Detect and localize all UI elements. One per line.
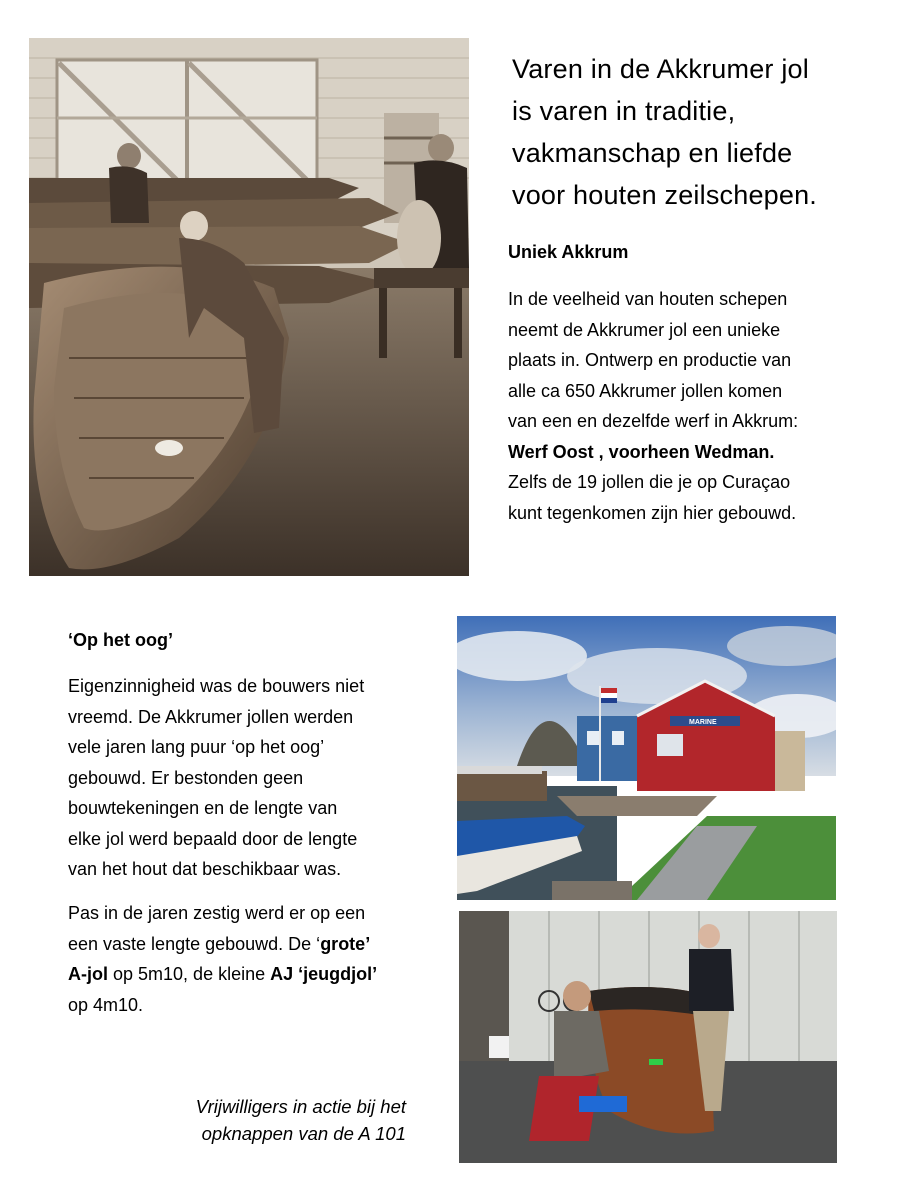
text-line: van het hout dat beschikbaar was. [68,859,342,879]
caption-line: opknappen van de A 101 [201,1123,406,1144]
headline-line: vakmanschap en liefde [512,138,793,168]
headline-line: Varen in de Akkrumer jol [512,54,809,84]
paragraph-op-het-oog [68,671,364,885]
text-run-bold: A-jol [68,964,108,984]
section-heading-uniek-akkrum: Uniek Akkrum [508,242,629,262]
text-line: neemt de Akkrumer jol een unieke [508,319,781,340]
text-line: bouwtekeningen en de lengte van [68,798,338,818]
marine-sign: MARINE [689,719,717,726]
text-line: vreemd. De Akkrumer jollen werden [68,706,354,727]
volunteers-photo [459,911,837,1163]
text-line: vele jaren lang puur ‘op het oog’ [68,737,325,757]
workshop-photo [29,38,469,576]
headline-line: is varen in traditie, [512,96,736,126]
text-line: elke jol werd bepaald door de lengte [68,828,358,849]
text-line [68,959,377,990]
text-line: Zelfs de 19 jollen die je op Curaçao [508,472,791,492]
text-line: Pas in de jaren zestig werd er op een [68,903,366,923]
text-line: alle ca 650 Akkrumer jollen komen [508,380,783,401]
text-line: In de veelheid van houten schepen [508,289,788,309]
wharf-photo [457,616,836,900]
text-run-bold: AJ ‘jeugdjol’ [270,964,378,984]
headline-line: voor houten zeilschepen. [512,180,818,210]
text-line: Eigenzinnigheid was de bouwers niet [68,676,365,696]
section-heading-op-het-oog: ‘Op het oog’ [68,630,173,650]
text-line [68,929,377,960]
text-run-bold: grote’ [320,933,371,954]
text-line: op 4m10. [68,994,144,1015]
caption-line: Vrijwilligers in actie bij het [195,1096,406,1117]
text-run: een vaste lengte gebouwd. De ‘ [68,933,321,954]
text-line: gebouwd. Er bestonden geen [68,767,304,788]
headline [512,48,882,216]
text-line: plaats in. Ontwerp en productie van [508,350,792,370]
photo-caption [130,1093,406,1147]
text-run: op 5m10, de kleine [108,964,271,984]
paragraph-jaren-zestig [68,898,377,1020]
text-line: van een en dezelfde werf in Akkrum: [508,411,799,431]
text-line: kunt tegenkomen zijn hier gebouwd. [508,502,797,523]
text-line-bold: Werf Oost , voorheen Wedman. [508,441,775,462]
paragraph-uniek-akkrum [508,284,798,528]
